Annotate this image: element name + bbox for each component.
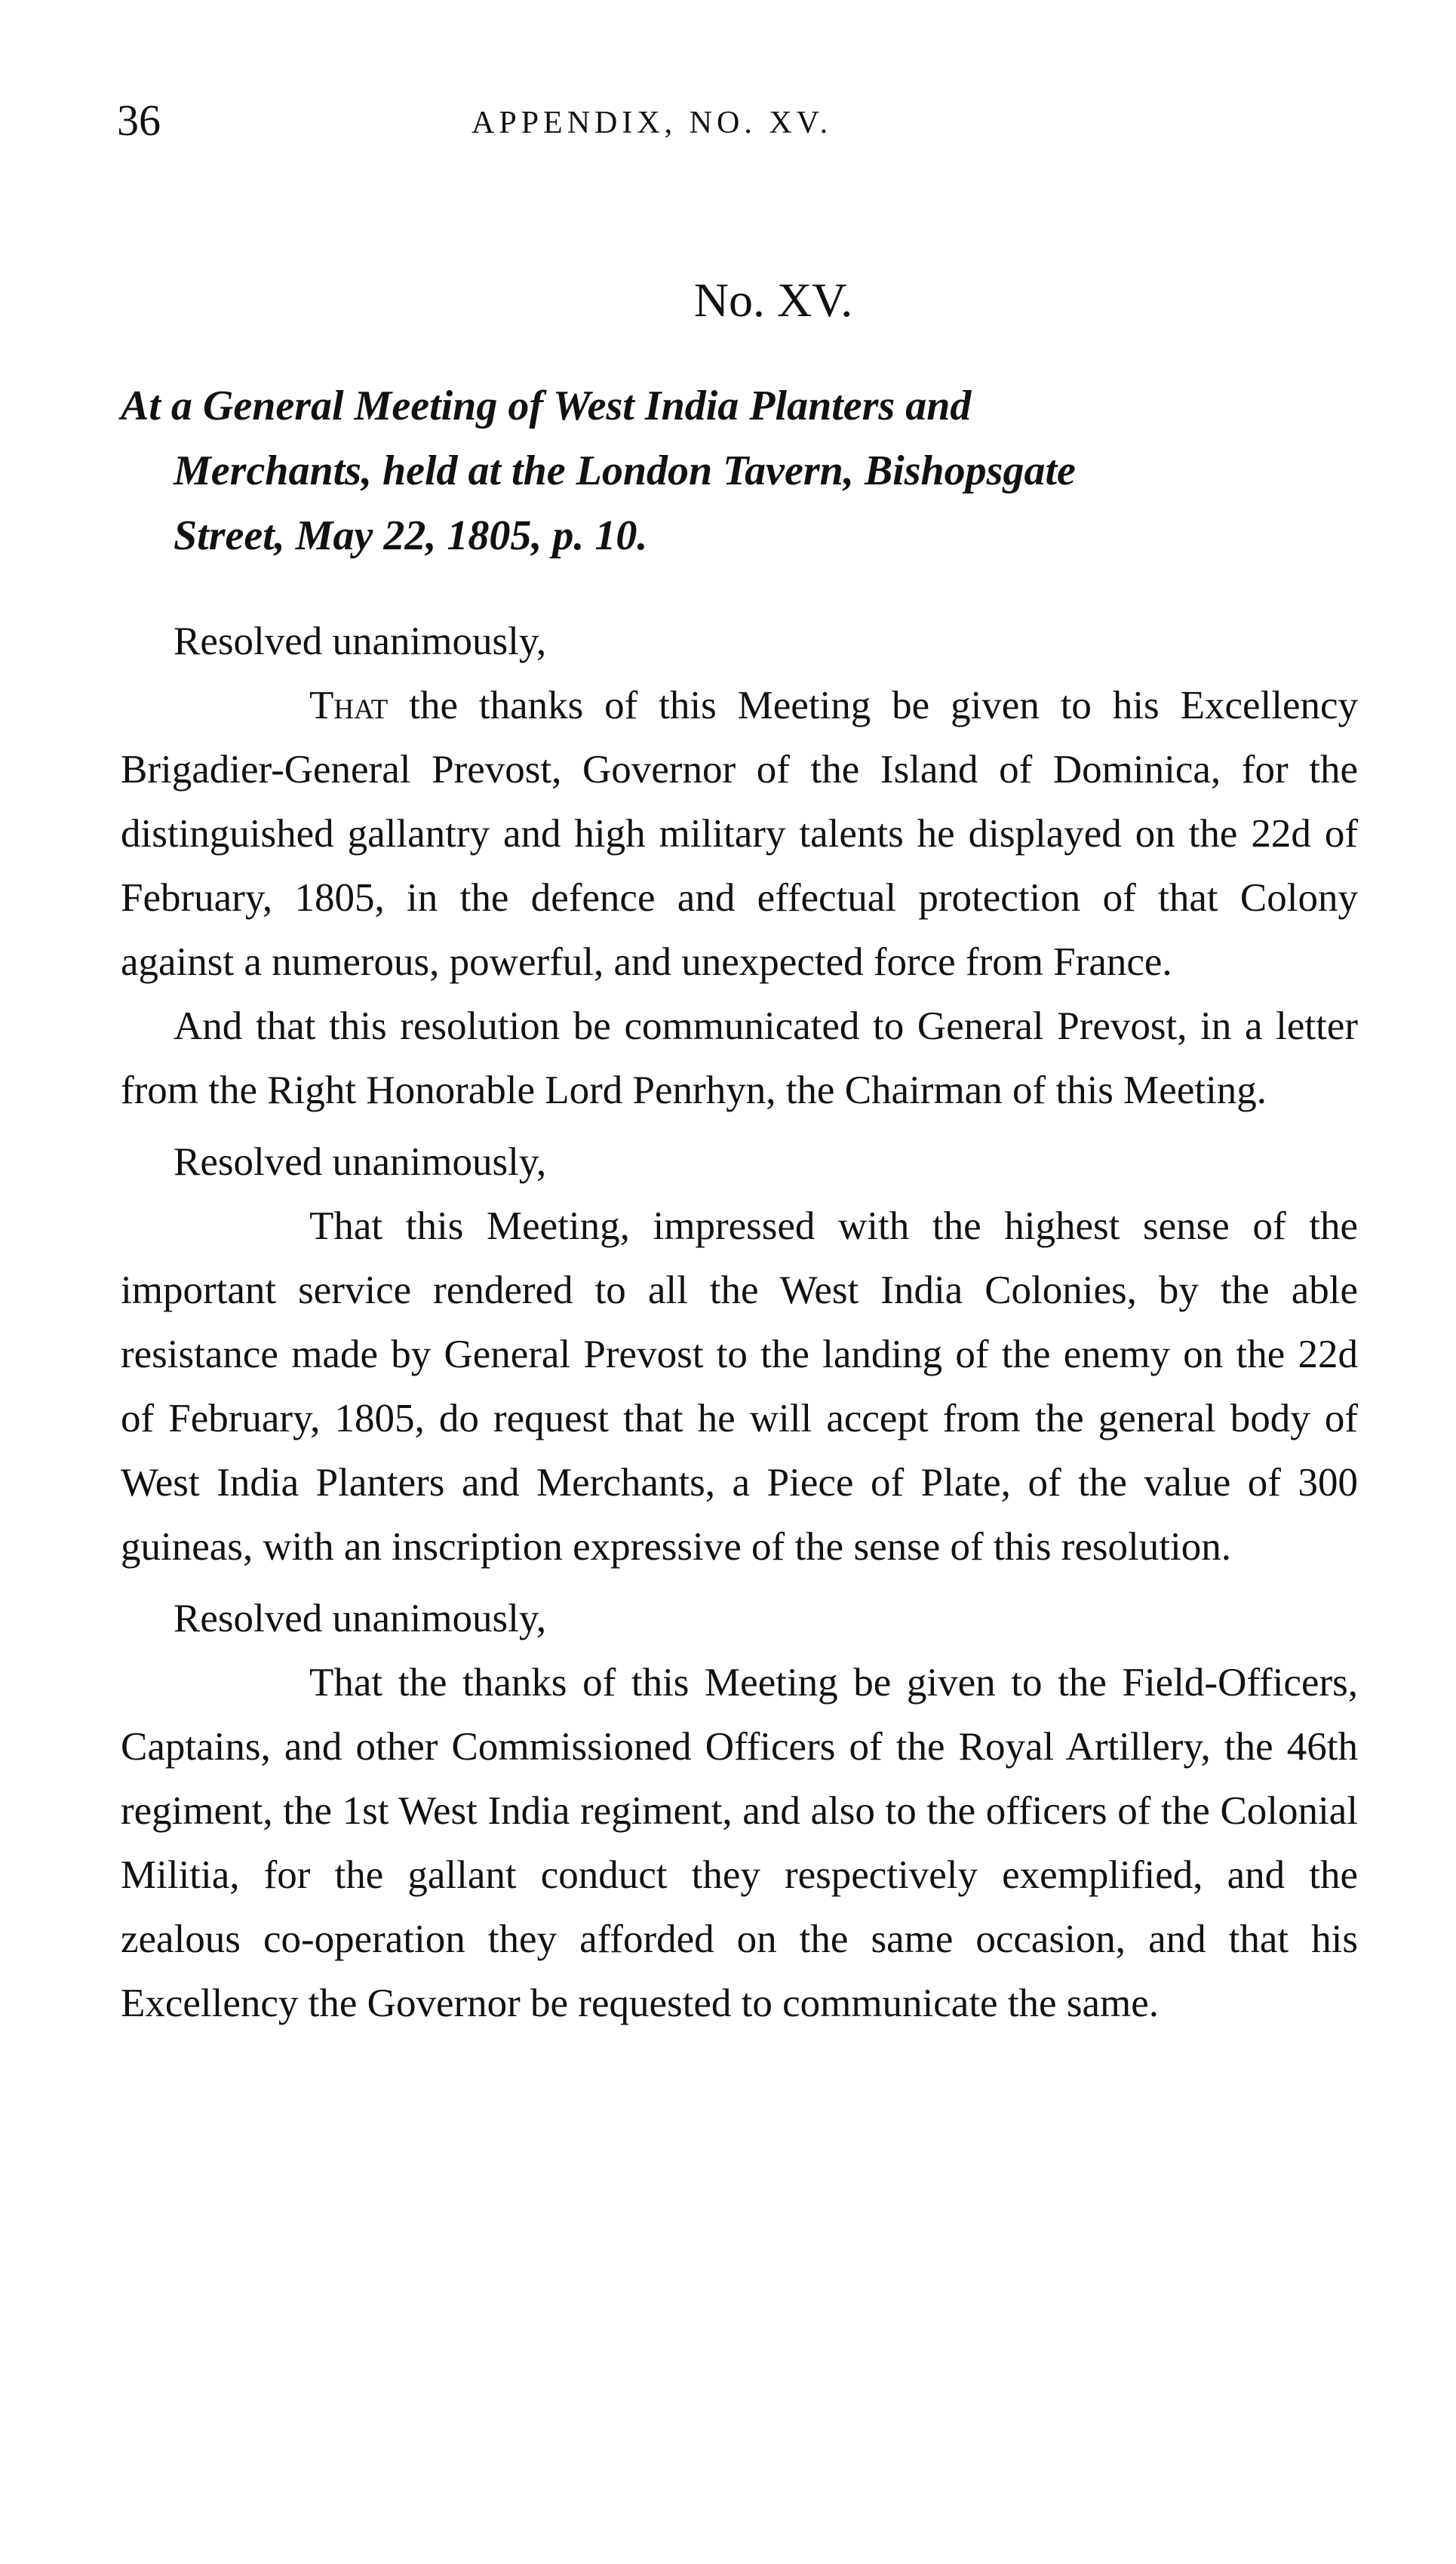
meeting-title-line-2: Merchants, held at the London Tavern, Bishopsgate (174, 447, 1076, 494)
running-title: APPENDIX, NO. XV. (472, 106, 833, 140)
resolution-2-label: Resolved unanimously, (174, 1140, 547, 1184)
resolution-1-label: Resolved unanimously, (174, 619, 547, 663)
document-heading: No. XV. (693, 273, 853, 327)
resolution-1-body: the thanks of this Meeting be given to his Excellency Brigadier-General Prevost, Governor of the Island of Dominica, for the distinguished gallantry and high military talents he displayed on the 22d of February, 1805, in the defence and effectual protection of that Colony against a numerous, powerful, and unexpected force from France. (121, 684, 1358, 984)
resolution-3-label: Resolved unanimously, (174, 1597, 547, 1640)
resolution-1-text (121, 674, 1358, 995)
meeting-title-line-3: Street, May 22, 1805, p. 10. (174, 512, 648, 559)
paragraph-gap (121, 1123, 1358, 1130)
resolution-1-lead-word: That (309, 684, 389, 727)
document-body (121, 610, 1358, 2036)
page-number: 36 (117, 96, 161, 145)
meeting-title-line-1: At a General Meeting of West India Planters and (121, 383, 972, 429)
resolution-2-text: That this Meeting, impressed with the highest sense of the important service rendered to all the West India Colonies, by the able resistance made by General Prevost to the landing of the enemy on the 22d of February, 1805, do request that he will accept from the general body of West India Planters and Merchants, a Piece of Plate, of the value of 300 guineas, with an inscription expressive of the sense of this resolution. (121, 1204, 1358, 1569)
resolution-3-text: That the thanks of this Meeting be given to the Field-Officers, Captains, and other Commissioned Officers of the Royal Artillery, the 46th regiment, the 1st West India regiment, and also to the officers of the Colonial Militia, for the gallant conduct they respectively exemplified, and the zealous co-operation they afforded on the same occasion, and that his Excellency the Governor be requested to communicate the same. (121, 1661, 1358, 2025)
running-head (117, 97, 1354, 157)
meeting-title (121, 374, 1358, 568)
paragraph-gap (121, 1579, 1358, 1587)
resolution-1-followup: And that this resolution be communicated to General Prevost, in a letter from the Right Honorable Lord Penrhyn, the Chairman of this Meeting. (121, 1004, 1358, 1112)
